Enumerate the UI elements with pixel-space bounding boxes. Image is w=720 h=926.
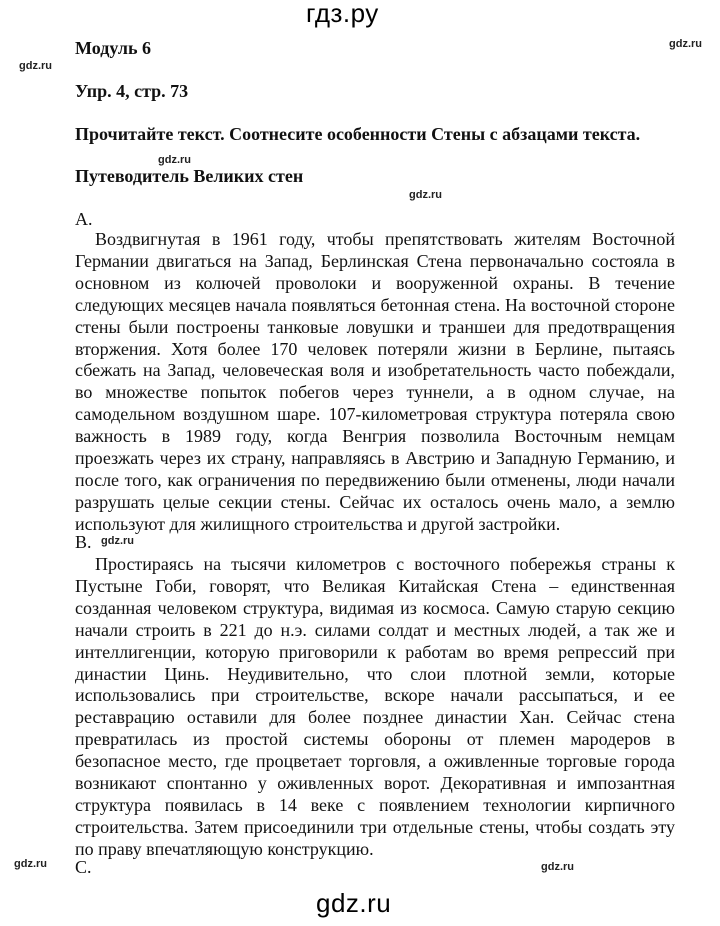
text-title: Путеводитель Великих стен xyxy=(75,166,304,186)
watermark-small: gdz.ru xyxy=(19,60,52,72)
task-heading: Прочитайте текст. Соотнесите особенности Стены с абзацами текста. xyxy=(75,124,641,144)
watermark-small: gdz.ru xyxy=(158,154,191,166)
watermark-small: gdz.ru xyxy=(541,861,574,873)
section-label-c: C. xyxy=(75,857,92,877)
watermark-small: gdz.ru xyxy=(409,189,442,201)
section-label-b: B. xyxy=(75,532,92,552)
watermark-bottom: gdz.ru xyxy=(316,888,392,918)
section-text-a: Воздвигнутая в 1961 году, чтобы препятствовать жителям Восточной Германии двигаться на Запад, Берлинская Стена первоначально состояла в основном из колючей проволоки и вооруженной охраны. В течение следующих месяцев начала появляться бетонная стена. На восточной стороне стены были построены танковые ловушки и траншеи для предотвращения вторжения. Хотя более 170 человек потеряли жизни в Берлине, пытаясь сбежать на Запад, человеческая воля и изобретательность часто побеждали, во множестве попыток побегов через туннели, а в одном случае, на самодельном воздушном шаре. 107-километровая структура потеряла свою важность в 1989 году, когда Венгрия позволила Восточным немцам проезжать через их страну, направляясь в Австрию и Западную Германию, и после того, как ограничения по передвижению были отменены, люди начали разрушать целые секции стены. Сейчас их осталось очень мало, а землю используют для жилищного строительства и другой застройки. xyxy=(75,229,675,534)
section-text-b: Простираясь на тысячи километров с восточного побережья страны к Пустыне Гоби, говорят, что Великая Китайская Стена – единственная созданная человеком структура, видимая из космоса. Самую старую секцию начали строить в 221 до н.э. силами солдат и местных людей, а так же и интеллигенции, которую приговорили к работам во время репрессий при династии Цинь. Неудивительно, что слои плотной земли, которые использовались при строительстве, вскоре начали рассыпаться, и ее реставрацию оставили для более позднее династии Хан. Сейчас стена превратилась из простой системы обороны от племен мародеров в безопасное место, где процветает торговля, а оживленные торговые города возникают спонтанно у оживленных ворот. Декоративная и импозантная структура появилась в 14 веке с появлением технологии кирпичного строительства. Затем присоединили три отдельные стены, чтобы создать эту по праву впечатляющую конструкцию. xyxy=(75,554,675,859)
section-label-a: A. xyxy=(75,209,93,229)
watermark-top: гдз.ру xyxy=(306,0,379,28)
watermark-small: gdz.ru xyxy=(101,535,134,547)
watermark-small: gdz.ru xyxy=(14,858,47,870)
module-heading: Модуль 6 xyxy=(75,38,152,58)
exercise-heading: Упр. 4, стр. 73 xyxy=(75,81,189,101)
watermark-small: gdz.ru xyxy=(669,38,702,50)
